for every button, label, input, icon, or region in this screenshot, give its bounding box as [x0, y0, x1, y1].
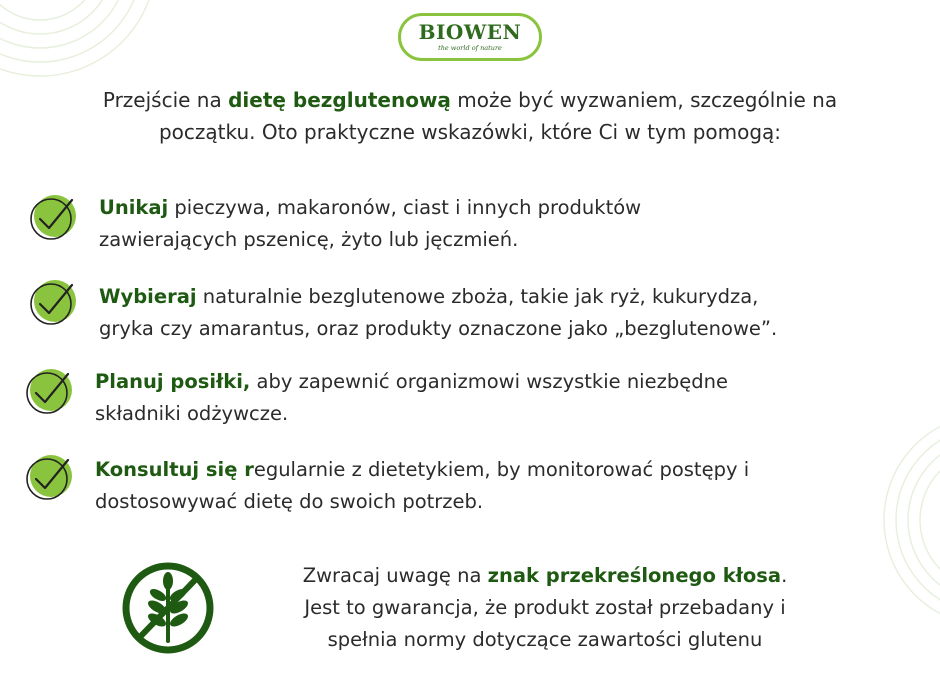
checkmark-circle-icon — [24, 452, 74, 502]
checkmark-circle-icon — [28, 192, 78, 242]
tip-text-line-2: gryka czy amarantus, oraz produkty oznaczone jako „bezglutenowe”. — [99, 317, 778, 340]
note-text-after: . — [781, 564, 788, 587]
checkmark-circle-icon — [24, 366, 74, 416]
logo-wordmark: BIOWEN — [418, 20, 522, 44]
brand-logo — [398, 13, 542, 61]
tip-item-choose — [28, 275, 928, 345]
tip-keyword: Planuj posiłki, — [95, 370, 251, 393]
intro-text-before: Przejście na — [102, 88, 229, 112]
tip-item-consult — [24, 448, 904, 518]
decorative-arcs-top-left — [0, 0, 170, 90]
note-line-3: spełnia normy dotyczące zawartości glutenu — [327, 628, 763, 651]
intro-paragraph — [30, 84, 910, 148]
tip-text: aby zapewnić organizmowi wszystkie niezbędne — [250, 370, 728, 393]
tip-keyword: Unikaj — [99, 196, 169, 219]
tip-text: egularnie z dietetykiem, by monitorować postępy i — [253, 458, 750, 481]
intro-text-after: może być wyzwaniem, szczególnie na — [450, 88, 838, 112]
tip-text-line-2: zawierających pszenicę, żyto lub jęczmień. — [99, 228, 519, 251]
intro-line-2: początku. Oto praktyczne wskazówki, które Ci w tym pomogą: — [158, 120, 782, 144]
tip-item-avoid — [28, 190, 908, 260]
tip-keyword: Konsultuj się r — [95, 458, 254, 481]
intro-emphasis: dietę bezglutenową — [228, 88, 451, 112]
tip-item-plan — [24, 362, 904, 432]
tip-text-line-2: dostosowywać dietę do swoich potrzeb. — [95, 490, 484, 513]
note-line-1 — [215, 560, 875, 592]
tip-text: naturalnie bezglutenowe zboża, takie jak ryż, kukurydza, — [196, 285, 759, 308]
note-line-2: Jest to gwarancja, że produkt został przebadany i — [304, 596, 786, 619]
checkmark-circle-icon — [28, 277, 78, 327]
note-text-before: Zwracaj uwagę na — [302, 564, 488, 587]
tip-keyword: Wybieraj — [99, 285, 197, 308]
gluten-free-note — [215, 560, 875, 656]
tip-text: pieczywa, makaronów, ciast i innych produktów — [168, 196, 642, 219]
note-emphasis: znak przekreślonego kłosa — [487, 564, 782, 587]
logo-tagline: the world of nature — [438, 44, 502, 52]
tip-text-line-2: składniki odżywcze. — [95, 402, 289, 425]
crossed-grain-icon — [121, 561, 215, 655]
